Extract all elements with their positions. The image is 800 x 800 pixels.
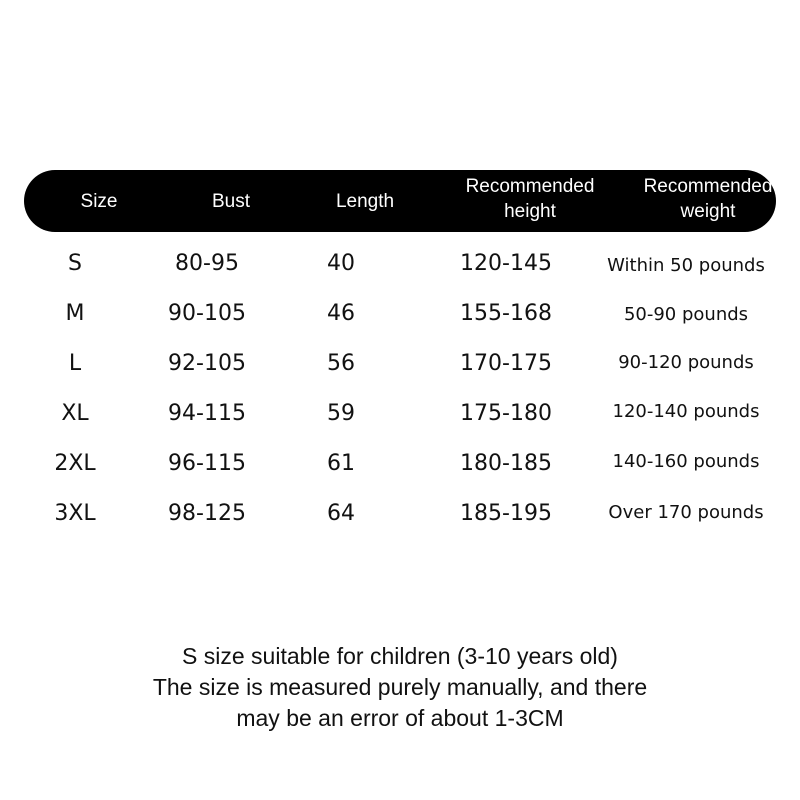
- cell-bust: 96-115: [168, 450, 246, 476]
- cell-height: 185-195: [460, 500, 552, 526]
- cell-length: 56: [327, 350, 355, 376]
- cell-bust: 94-115: [168, 400, 246, 426]
- header-recommended-height: Recommended height: [465, 176, 595, 222]
- table-header: [24, 170, 776, 232]
- cell-height: 155-168: [460, 300, 552, 326]
- header-size: Size: [80, 190, 118, 212]
- cell-height: 175-180: [460, 400, 552, 426]
- cell-weight: 140-160 pounds: [612, 450, 760, 472]
- cell-size: XL: [61, 400, 89, 426]
- cell-bust: 92-105: [168, 350, 246, 376]
- header-recommended-weight: Recommended weight: [643, 176, 773, 222]
- cell-bust: 98-125: [168, 500, 246, 526]
- table-row: [0, 298, 800, 328]
- cell-size: L: [68, 350, 82, 376]
- header-length: Length: [335, 190, 395, 212]
- table-row: [0, 498, 800, 528]
- cell-size: M: [65, 300, 85, 326]
- table-row: [0, 398, 800, 428]
- cell-weight: Over 170 pounds: [608, 501, 764, 523]
- table-row: [0, 348, 800, 378]
- size-notes: [0, 641, 800, 734]
- cell-length: 59: [327, 400, 355, 426]
- cell-length: 61: [327, 450, 355, 476]
- cell-bust: 80-95: [175, 250, 239, 276]
- note-error-margin: may be an error of about 1-3CM: [236, 705, 564, 731]
- cell-bust: 90-105: [168, 300, 246, 326]
- note-manual-measure: The size is measured purely manually, and there: [152, 674, 648, 700]
- table-row: [0, 448, 800, 478]
- cell-length: 64: [327, 500, 355, 526]
- header-bust: Bust: [211, 190, 251, 212]
- cell-weight: 120-140 pounds: [612, 400, 760, 422]
- cell-length: 46: [327, 300, 355, 326]
- cell-height: 170-175: [460, 350, 552, 376]
- cell-height: 180-185: [460, 450, 552, 476]
- cell-weight: 90-120 pounds: [618, 351, 754, 373]
- cell-size: S: [68, 250, 82, 276]
- note-children: S size suitable for children (3-10 years old): [182, 643, 618, 669]
- cell-weight: 50-90 pounds: [623, 303, 749, 325]
- cell-weight: Within 50 pounds: [607, 254, 765, 276]
- cell-height: 120-145: [460, 250, 552, 276]
- cell-size: 3XL: [54, 500, 96, 526]
- cell-size: 2XL: [54, 450, 96, 476]
- table-row: [0, 248, 800, 278]
- cell-length: 40: [327, 250, 355, 276]
